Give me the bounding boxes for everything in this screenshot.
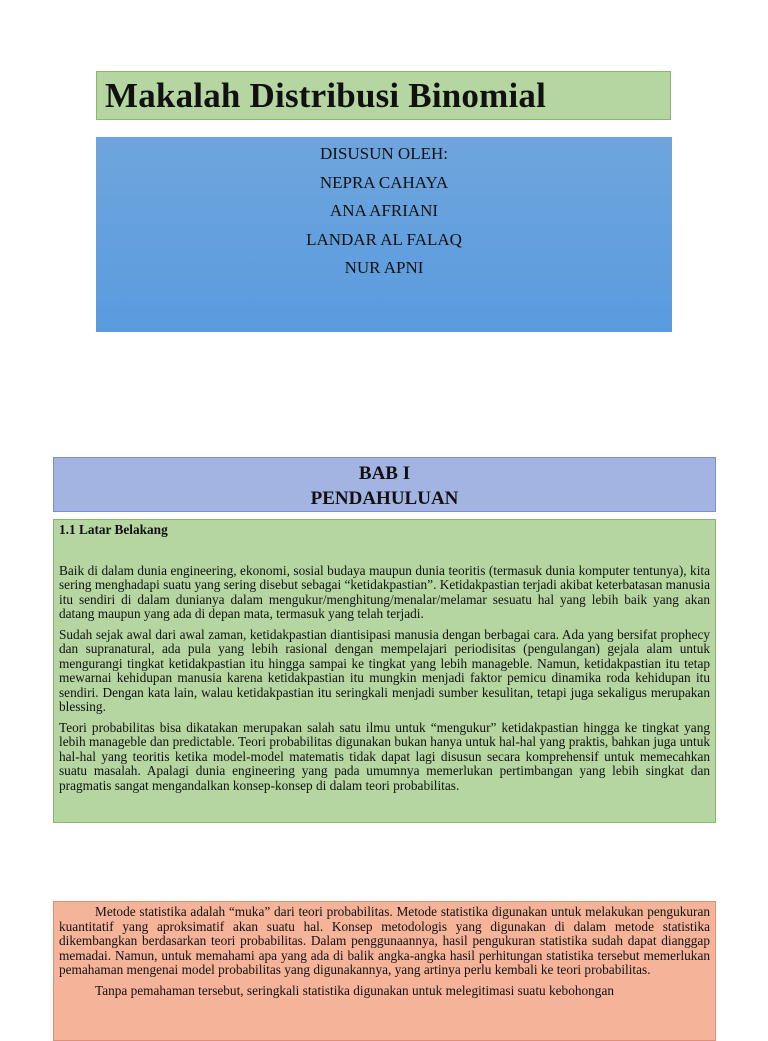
chapter-title: PENDAHULUAN <box>310 488 459 509</box>
chapter-header <box>53 457 716 512</box>
author-name: NUR APNI <box>344 258 424 278</box>
paragraph: Baik di dalam dunia engineering, ekonomi, sosial budaya maupun dunia teoritis (termasuk dunia komputer tentunya), kita sering menghadapi suatu yang sering disebut sebagai “ketidakpastian”. Ketidakpastian terjadi akibat keterbatasan manusia itu sendiri di dalam dunianya dalam mengukur/menghitung/menalar/melamar sesuatu hal yang lebih baik yang akan datang maupun yang ada di depan mata, termasuk yang telah terjadi. <box>59 562 710 621</box>
authors-box <box>96 137 672 332</box>
section-heading: 1.1 Latar Belakang <box>59 522 168 537</box>
paragraph: Sudah sejak awal dari awal zaman, ketidakpastian diantisipasi manusia dengan berbagai cara. Ada yang bersifat prophecy dan supranatural, ada pula yang lebih rasional dengan mempelajari periodisitas (pengulangan) gejala alam untuk mengurangi tingkat ketidakpastian itu hingga sampai ke tingkat yang lebih manageble. Namun, ketidakpastian itu tetap mewarnai kehidupan manusia karena ketidakpastian itu mungkin menjadi faktor pemicu dinamika roda kehidupan itu sendiri. Dengan kata lain, walau ketidakpastian itu seringkali menjadi sumber kesulitan, tetapi juga sekaligus merupakan blessing. <box>59 626 710 714</box>
author-name: NEPRA CAHAYA <box>319 172 449 192</box>
author-name: LANDAR AL FALAQ <box>306 229 462 249</box>
paragraph: Teori probabilitas bisa dikatakan merupakan salah satu ilmu untuk “mengukur” ketidakpastian hingga ke tingkat yang lebih manageble dan predictable. Teori probabilitas digunakan bukan hanya untuk hal-hal yang praktis, bahkan juga untuk hal-hal yang teoritis ketika model-model matematis tidak dapat lagi disusun secara komprehensif untuk memecahkan suatu masalah. Apalagi dunia engineering yang pada umumnya memerlukan pertimbangan yang lebih singkat dan pragmatis sangat mengandalkan konsep-konsep di dalam teori probabilitas. <box>59 719 710 793</box>
document-title: Makalah Distribusi Binomial <box>105 75 547 115</box>
paragraph: Tanpa pemahaman tersebut, seringkali statistika digunakan untuk melegitimasi suatu kebohongan <box>95 982 614 998</box>
latar-belakang-section <box>53 519 716 823</box>
title-box <box>96 71 671 120</box>
paragraph: Metode statistika adalah “muka” dari teori probabilitas. Metode statistika digunakan untuk melakukan pengukuran kuantitatif yang aproksimatif akan suatu hal. Konsep metodologis yang digunakan di dalam metode statistika dikembangkan berdasarkan teori probabilitas. Dalam penggunaannya, hasil pengukuran statistika sudah dapat dianggap memadai. Namun, untuk memahami apa yang ada di balik angka-angka hasil perhitungan statistika tersebut memerlukan pemahaman mengenai model probabilitas yang digunakannya, yang artinya perlu kembali ke teori probabilitas. <box>59 904 710 977</box>
authors-heading: DISUSUN OLEH: <box>320 144 448 163</box>
metode-statistika-section <box>53 901 716 1041</box>
chapter-number: BAB I <box>358 463 411 484</box>
author-name: ANA AFRIANI <box>329 201 439 221</box>
